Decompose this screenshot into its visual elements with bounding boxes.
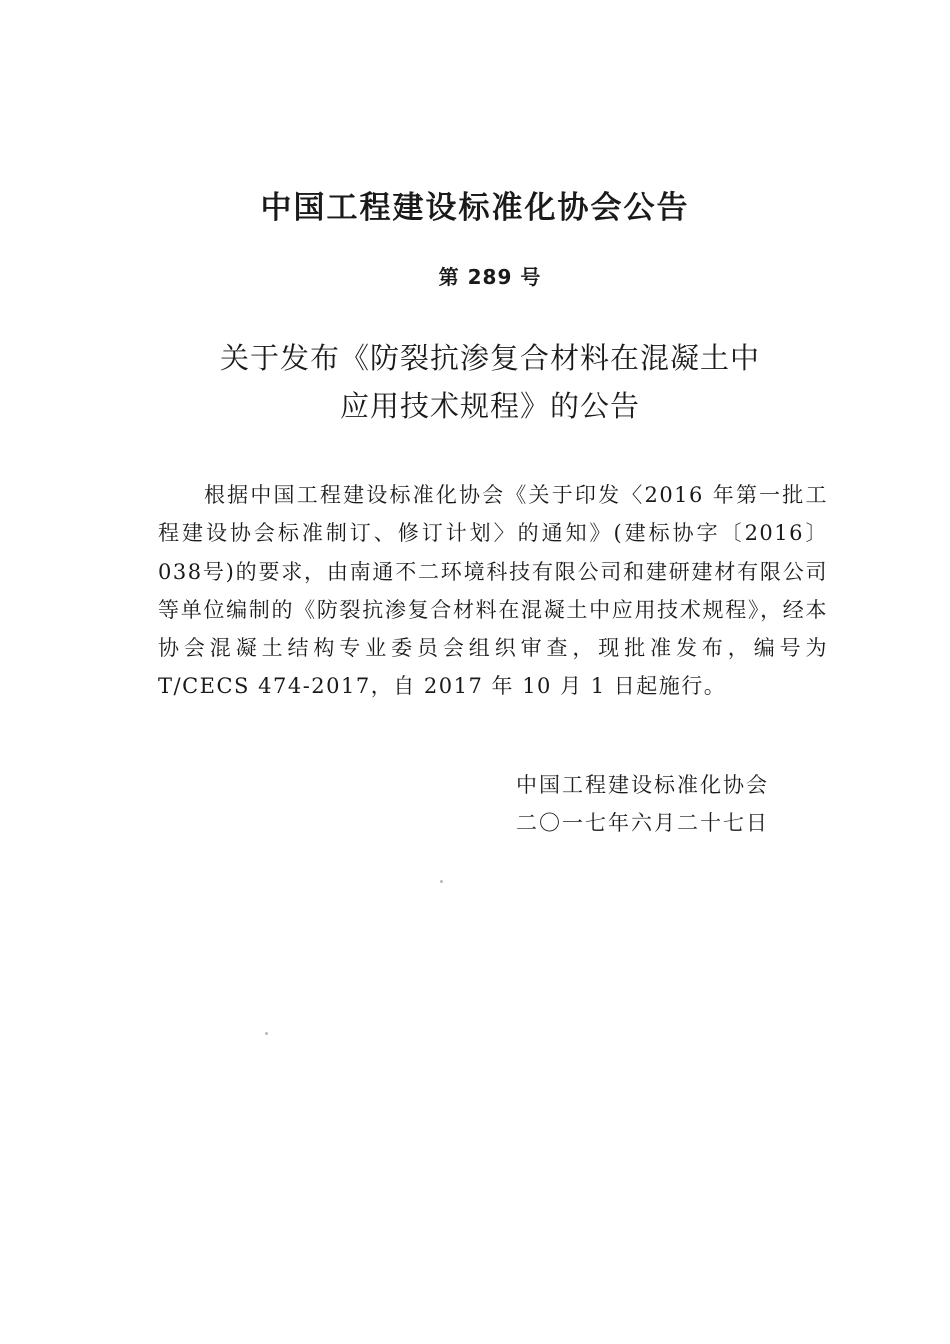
announcement-number: 第 289 号 <box>438 265 542 289</box>
announcement-subject <box>0 334 950 430</box>
announcement-title: 中国工程建设标准化协会公告 <box>260 190 690 226</box>
signature-block <box>516 766 769 842</box>
subject-line-1: 关于发布《防裂抗渗复合材料在混凝土中 <box>219 341 760 375</box>
subject-line-2: 应用技术规程》的公告 <box>339 389 640 423</box>
announcement-body: 根据中国工程建设标准化协会《关于印发〈2016 年第一批工程建设协会标准制订、修订计划〉的通知》(建标协字〔2016〕038号)的要求，由南通不二环境科技有限公司和建研建材有限公司等单位编制的《防裂抗渗复合材料在混凝土中应用技术规程》，经本协会混凝土结构专业委员会组织审查，现批准发布，编号为T/CECS 474-2017，自 2017 年 10 月 1 日起施行。 <box>158 483 828 699</box>
scan-speck <box>265 1032 268 1035</box>
signature-organization: 中国工程建设标准化协会 <box>516 773 769 797</box>
scan-speck <box>440 880 443 883</box>
signature-date: 二〇一七年六月二十七日 <box>516 811 769 835</box>
